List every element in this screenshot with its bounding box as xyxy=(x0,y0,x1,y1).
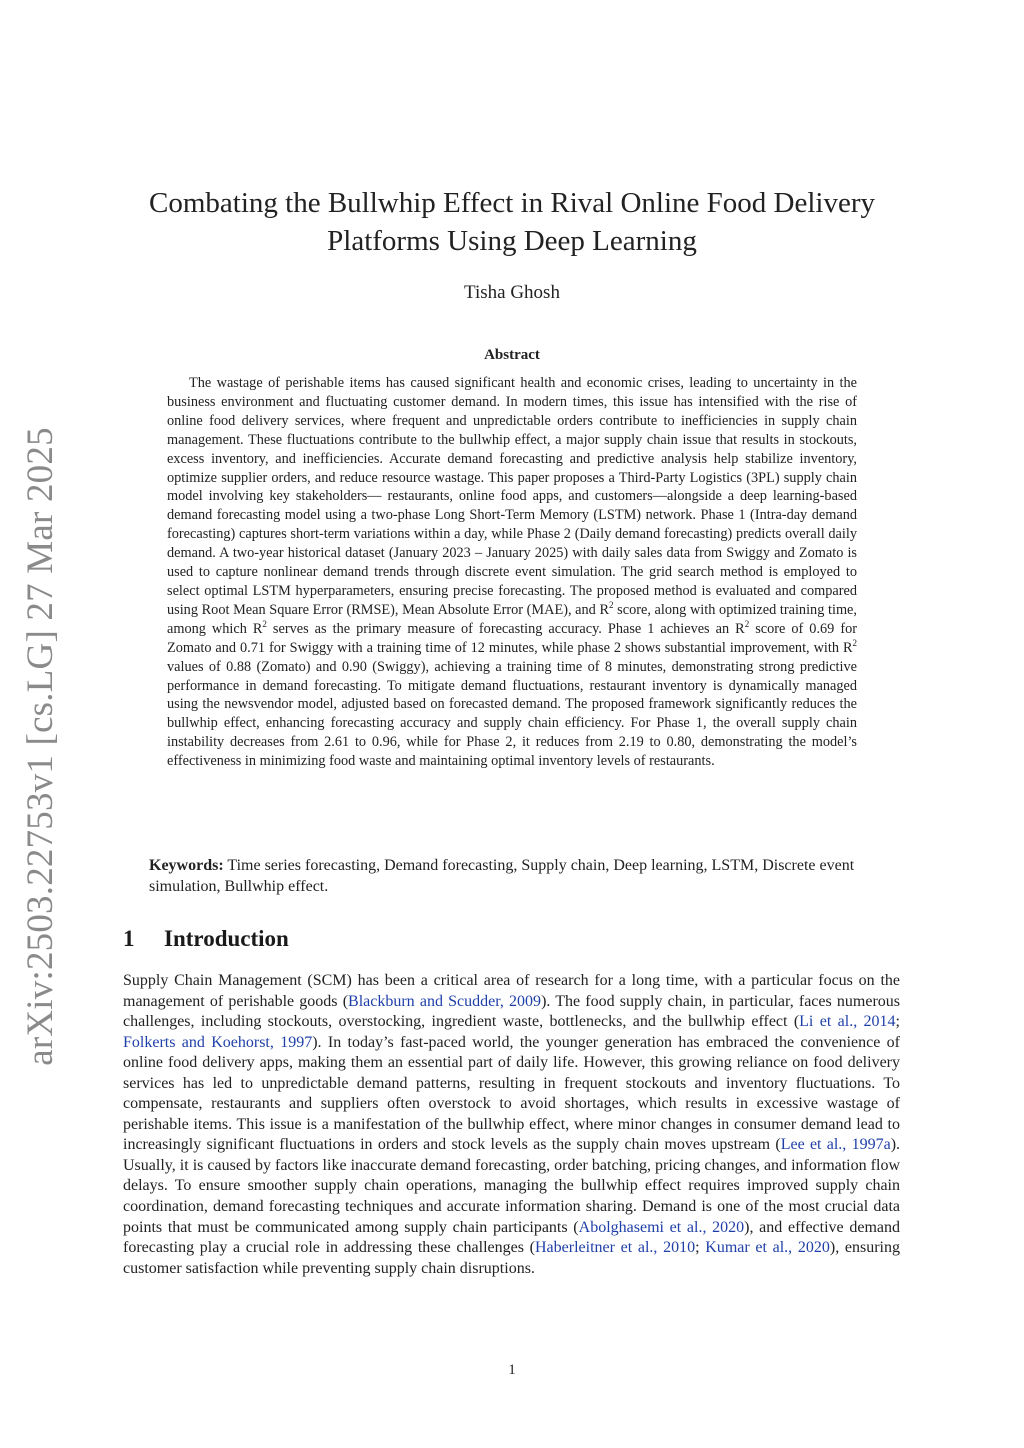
superscript: 2 xyxy=(744,619,750,630)
introduction-paragraph: Supply Chain Management (SCM) has been a critical area of research for a long time, with a particular focus on the management of perishable goods (Blackburn and Scudder, 2009). The food supply chain, in particular, faces numerous challenges, including stockouts, overstocking, ingredient waste, bottlenecks, and the bullwhip effect (Li et al., 2014; Folkerts and Koehorst, 1997). In today’s fast-paced world, the younger generation has embraced the convenience of online food delivery apps, making them an essential part of daily life. However, this growing reliance on food delivery services has led to unpredictable demand patterns, resulting in frequent stockouts and inventory fluctuations. To compensate, restaurants and suppliers often overstock to avoid shortages, which results in excessive wastage of perishable items. This issue is a manifestation of the bullwhip effect, where minor changes in consumer demand lead to increasingly significant fluctuations in orders and stock levels as the supply chain moves upstream (Lee et al., 1997a). Usually, it is caused by factors like inaccurate demand forecasting, order batching, pricing changes, and information flow delays. To ensure smoother supply chain operations, managing the bullwhip effect requires improved supply chain coordination, demand forecasting techniques and accurate information sharing. Demand is one of the most crucial data points that must be communicated among supply chain participants (Abolghasemi et al., 2020), and effective demand forecasting play a crucial role in addressing these challenges (Haberleitner et al., 2010; Kumar et al., 2020), ensuring customer satisfaction while preventing supply chain disruptions. xyxy=(123,972,901,1277)
superscript: 2 xyxy=(262,619,267,630)
citation-link[interactable]: Abolghasemi et al., 2020 xyxy=(578,1218,745,1236)
abstract-heading: Abstract xyxy=(484,347,540,363)
superscript: 2 xyxy=(852,637,857,648)
citation-link[interactable]: Folkerts and Koehorst, 1997 xyxy=(123,1033,313,1051)
citation-link[interactable]: Kumar et al., 2020 xyxy=(705,1239,830,1257)
keywords-list: Time series forecasting, Demand forecasting, Supply chain, Deep learning, LSTM, Discrete event simulation, Bullwhip effect. xyxy=(149,857,855,895)
arxiv-watermark xyxy=(10,396,70,1096)
abstract-body: The wastage of perishable items has caused significant health and economic crises, leading to uncertainty in the business environment and fluctuating customer demand. In modern times, this issue has intensified with the rise of online food delivery services, where frequent and unpredictable orders contribute to inefficiencies in supply chain management. These fluctuations contribute to the bullwhip effect, a major supply chain issue that results in stockouts, excess inventory, and inefficiencies. Accurate demand forecasting and predictive analysis help stabilize inventory, optimize supplier orders, and reduce resource wastage. This paper proposes a Third-Party Logistics (3PL) supply chain model involving key stakeholders— restaurants, online food apps, and customers—alongside a deep learning-based demand forecasting model using a two-phase Long Short-Term Memory (LSTM) network. Phase 1 (Intra-day demand forecasting) captures short-term variations within a day, while Phase 2 (Daily demand forecasting) predicts overall daily demand. A two-year historical dataset (January 2023 – January 2025) with daily sales data from Swiggy and Zomato is used to capture nonlinear demand trends through discrete event simulation. The grid search method is employed to select optimal LSTM hyperparameters, ensuring precise forecasting. The proposed method is evaluated and compared using Root Mean Square Error (RMSE), Mean Absolute Error (MAE), and $R^2$ score, along with optimized training time, among which $R^2$ serves as the primary measure of forecasting accuracy. Phase 1 achieves an $R^2$ score of 0.69 for Zomato and 0.71 for Swiggy with a training time of 12 minutes, while phase 2 shows substantial improvement, with $R^2$ values of 0.88 (Zomato) and 0.90 (Swiggy), achieving a training time of 8 minutes, demonstrating strong predictive performance in demand forecasting. To mitigate demand fluctuations, restaurant inventory is dynamically managed using the newsvendor model, adjusted based on forecasted demand. The proposed framework significantly reduces the bullwhip effect, enhancing forecasting accuracy and supply chain efficiency. For Phase 1, the overall supply chain instability decreases from 2.61 to 0.96, while for Phase 2, it reduces from 2.19 to 0.80, demonstrating the model’s effectiveness in minimizing food waste and maintaining optimal inventory levels of restaurants. xyxy=(167,375,858,770)
citation-link[interactable]: Li et al., 2014 xyxy=(799,1013,896,1031)
arxiv-identifier: arXiv:2503.22753v1 [cs.LG] 27 Mar 2025 xyxy=(19,426,61,1066)
keywords xyxy=(149,855,877,897)
citation-link[interactable]: Lee et al., 1997a xyxy=(780,1136,891,1154)
keywords-label: Keywords: xyxy=(149,857,224,874)
section-heading xyxy=(123,926,289,952)
citation-link[interactable]: Blackburn and Scudder, 2009 xyxy=(348,992,542,1010)
citation-link[interactable]: Haberleitner et al., 2010 xyxy=(534,1239,696,1257)
superscript: 2 xyxy=(609,600,614,611)
author-name: Tisha Ghosh xyxy=(464,282,560,303)
page-number: 1 xyxy=(508,1362,516,1378)
section-title: Introduction xyxy=(164,926,289,951)
paper-title: Combating the Bullwhip Effect in Rival Online Food Delivery Platforms Using Deep Learning xyxy=(149,187,875,257)
section-number: 1 xyxy=(123,926,135,951)
